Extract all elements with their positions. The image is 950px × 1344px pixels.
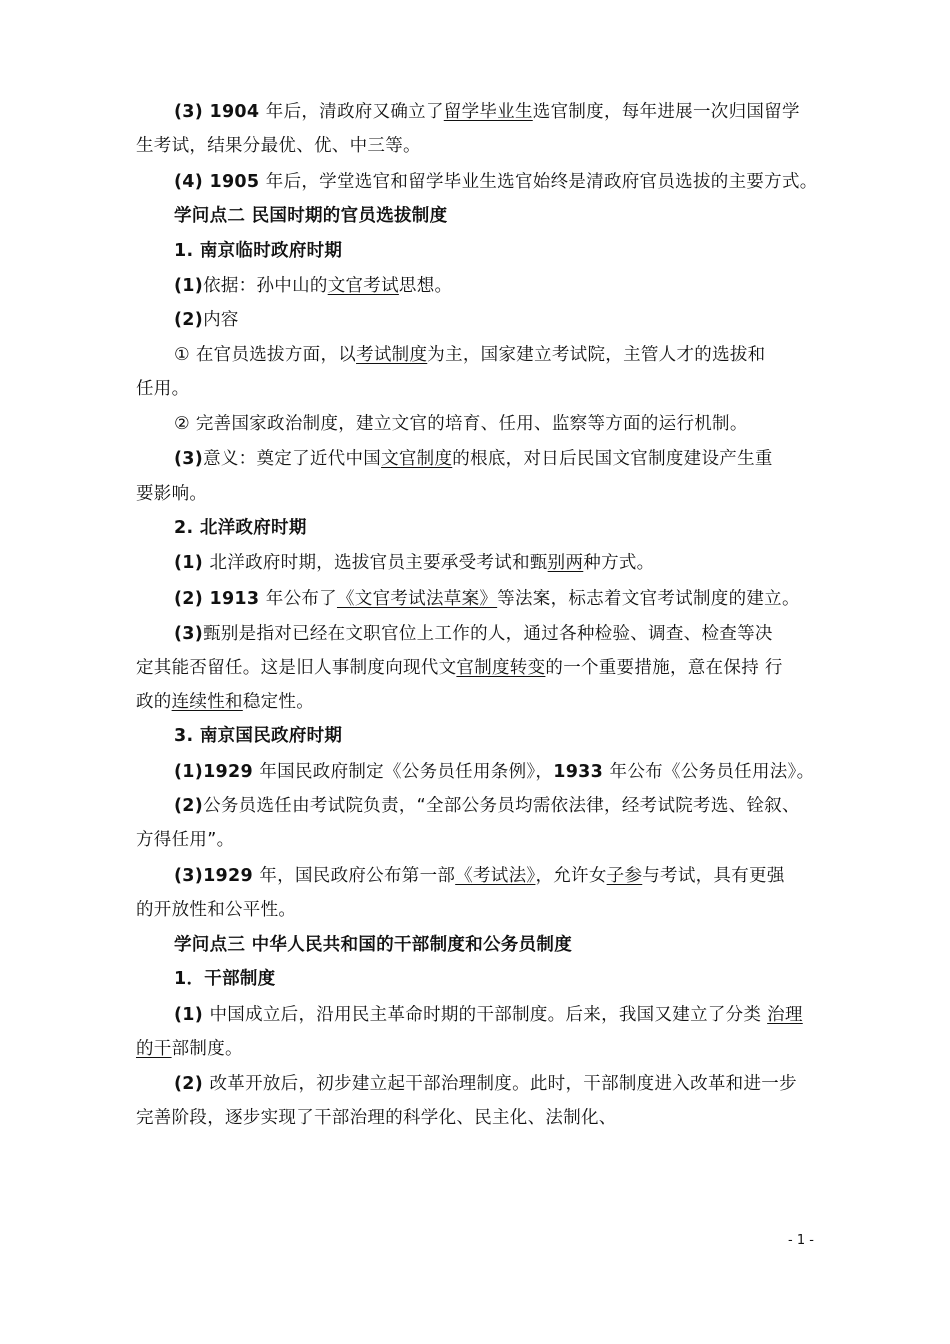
- underlined-blank: 文官考试: [327, 276, 399, 296]
- text-run: 任用。: [136, 379, 190, 399]
- text-run: 依据：孙中山的: [203, 276, 328, 296]
- page-number: - 1 -: [788, 1233, 814, 1248]
- text-run: (3): [174, 624, 204, 644]
- text-run: (2): [174, 310, 204, 330]
- text-line: [174, 967, 275, 991]
- text-run: 3. 南京国民政府时期: [174, 726, 343, 746]
- text-run: 年公布了: [265, 589, 337, 609]
- text-line: [174, 308, 239, 332]
- text-run: (2): [174, 1074, 210, 1094]
- text-run: 政的: [136, 692, 172, 712]
- underlined-blank: 留学毕业生: [443, 102, 533, 122]
- underlined-blank: 官制度转变: [456, 658, 546, 678]
- text-line: [174, 760, 814, 784]
- underlined-blank: 连续性和: [171, 692, 243, 712]
- text-run: 年，国民政府公布第一部: [259, 866, 456, 886]
- text-line: [136, 828, 234, 852]
- text-run: 学问点二 民国时期的官员选拔制度: [174, 206, 448, 226]
- text-run: (1): [174, 553, 210, 573]
- text-run: (1): [174, 1005, 210, 1025]
- text-line: [174, 622, 773, 646]
- underlined-blank: 考试制度: [356, 345, 428, 365]
- text-run: (4) 1905: [174, 172, 266, 192]
- text-run: 1．干部制度: [174, 969, 276, 989]
- text-run: ① 在官员选拔方面，以: [174, 345, 357, 365]
- text-run: 意义：奠定了近代中国: [203, 449, 382, 469]
- text-run: 为主，国家建立考试院，主管人才的选拔和: [427, 345, 766, 365]
- text-run: 北洋政府时期，选拔官员主要承受考试和甄: [209, 553, 548, 573]
- text-run: 的开放性和公平性。: [136, 900, 297, 920]
- text-run: 稳定性。: [242, 692, 315, 712]
- text-line: [174, 864, 785, 888]
- text-run: 内容: [203, 310, 239, 330]
- text-run: 中国成立后，沿用民主革命时期的干部制度。后来，我国又建立了分类: [209, 1005, 768, 1025]
- underlined-blank: 文官制度: [381, 449, 453, 469]
- text-line: [174, 170, 818, 194]
- text-line: [174, 724, 342, 748]
- text-line: [136, 1106, 617, 1130]
- text-run: (3)1929: [174, 866, 260, 886]
- text-line: [174, 1003, 803, 1027]
- underlined-blank: 《文官考试法草案》: [336, 589, 498, 609]
- text-line: [136, 1037, 243, 1061]
- text-line: [174, 516, 307, 540]
- text-line: [174, 933, 572, 957]
- text-run: 1. 南京临时政府时期: [174, 241, 343, 261]
- text-run: 要影响。: [136, 484, 208, 504]
- text-run: 学问点三 中华人民共和国的干部制度和公务员制度: [174, 935, 572, 955]
- underlined-blank: 别两: [547, 553, 584, 573]
- text-line: [136, 134, 421, 158]
- text-run: 1933: [553, 762, 610, 782]
- underlined-blank: 《考试法》: [455, 866, 536, 886]
- text-run: 2. 北洋政府时期: [174, 518, 307, 538]
- text-run: 甄别是指对已经在文职官位上工作的人，通过各种检验、调查、检查等决: [203, 624, 773, 644]
- text-run: (3) 1904: [174, 102, 266, 122]
- text-run: ，允许女: [535, 866, 607, 886]
- text-run: (3): [174, 449, 204, 469]
- text-run: ② 完善国家政治制度，建立文官的培育、任用、监察等方面的运行机制。: [174, 414, 748, 434]
- text-line: [136, 898, 296, 922]
- underlined-blank: 治理: [767, 1005, 803, 1025]
- text-run: 年国民政府制定《公务员任用条例》，: [259, 762, 554, 782]
- text-run: 年后，学堂选官和留学毕业生选官始终是清政府官员选拔的主要方式。: [265, 172, 818, 192]
- text-run: 思想。: [398, 276, 453, 296]
- text-run: (2): [174, 796, 204, 816]
- text-line: [174, 239, 342, 263]
- text-run: 年公布《公务员任用法》。: [609, 762, 815, 782]
- text-run: (1)1929: [174, 762, 260, 782]
- underlined-blank: 子参: [606, 866, 643, 886]
- text-run: (2) 1913: [174, 589, 266, 609]
- text-line: [174, 1072, 797, 1096]
- text-run: 公务员选任由考试院负责，“全部公务员均需依法律，经考试院考选、铨叙、: [203, 796, 800, 816]
- text-line: [136, 656, 783, 680]
- text-line: [174, 343, 765, 367]
- text-line: [136, 482, 207, 506]
- underlined-blank: 的干: [136, 1039, 172, 1059]
- text-run: 定其能否留任。这是旧人事制度向现代文: [136, 658, 457, 678]
- text-run: (1): [174, 276, 204, 296]
- text-line: [174, 100, 800, 124]
- text-run: 与考试，具有更强: [642, 866, 785, 886]
- text-run: 选官制度，每年进展一次归国留学: [532, 102, 800, 122]
- text-line: [174, 204, 447, 228]
- text-run: 部制度。: [171, 1039, 243, 1059]
- text-line: [174, 274, 452, 298]
- text-run: 等法案，标志着文官考试制度的建立。: [497, 589, 800, 609]
- text-line: [174, 794, 800, 818]
- text-run: 种方式。: [583, 553, 655, 573]
- text-line: [136, 377, 189, 401]
- text-run: 生考试，结果分最优、优、中三等。: [136, 136, 421, 156]
- text-run: 的一个重要措施，意在保持 行: [545, 658, 783, 678]
- text-line: [136, 690, 314, 714]
- text-run: 年后，清政府又确立了: [265, 102, 444, 122]
- text-line: [174, 551, 654, 575]
- text-run: 改革开放后，初步建立起干部治理制度。此时，干部制度进入改革和进一步: [209, 1074, 797, 1094]
- text-run: 方得任用”。: [136, 830, 235, 850]
- text-line: [174, 447, 773, 471]
- text-run: 的根底，对日后民国文官制度建设产生重: [452, 449, 773, 469]
- text-run: 完善阶段，逐步实现了干部治理的科学化、民主化、法制化、: [136, 1108, 617, 1128]
- text-line: [174, 587, 800, 611]
- text-line: [174, 412, 748, 436]
